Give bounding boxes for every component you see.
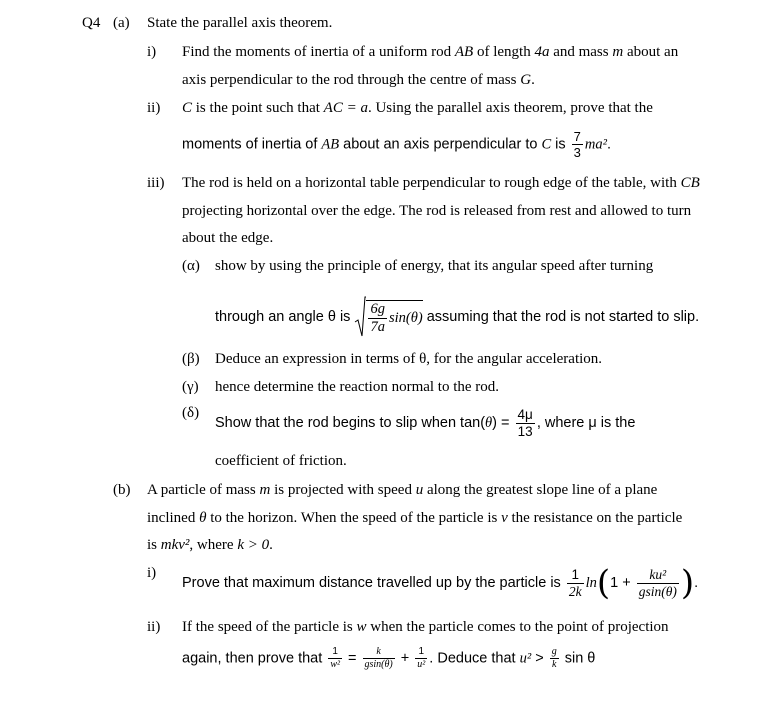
sub-i-line2: axis perpendicular to the rod through the centre of mass G. (182, 72, 535, 88)
alpha-label: (α) (182, 258, 200, 274)
part-a-label: (a) (113, 15, 130, 31)
part-b-line3: is mkv², where k > 0. (147, 537, 273, 553)
part-b-ii-label: ii) (147, 619, 161, 635)
fraction-1-w2: $\frac{1}{\text{w²}}$ (330, 646, 340, 670)
fraction-ku2-gsin: $\frac{\text{ku²}}{gsin(\theta)}$ (638, 567, 677, 599)
sqrt-sign (354, 296, 366, 338)
sub-i-label: i) (147, 44, 157, 60)
part-b-ii-line2: again, then prove that $\frac{1}{\text{w²}}$ = $\frac{k}{gsin(\theta)}$ + $\frac{1}{\text{u²}}$ . Deduce that u² > $\frac{g}{k}$ sin θ (182, 646, 596, 670)
sqrt-expression: $\frac{6g}{7a}$ sin(θ) (354, 296, 422, 338)
delta-label: (δ) (182, 405, 200, 421)
sub-iii-line2: projecting horizontal over the edge. The rod is released from rest and allowed to turn (182, 203, 692, 219)
part-b-ii-line1: If the speed of the particle is w when the particle comes to the point of projection (182, 619, 669, 635)
alpha-line1: show by using the principle of energy, that its angular speed after turning (215, 258, 654, 274)
fraction-4mu-13: $\frac{4\mu}{13}$ (517, 407, 533, 439)
beta-text: Deduce an expression in terms of θ, for the angular acceleration. (215, 351, 603, 367)
sub-ii-label: ii) (147, 100, 161, 116)
part-b-i-line: Prove that maximum distance travelled up by the particle is $\frac{1}{2k}$ ln(1 + $\frac{\text{ku²}}{gsin(\theta)}$ ). (182, 563, 699, 603)
beta-label: (β) (182, 351, 200, 367)
fraction-1-u2: $\frac{1}{\text{u²}}$ (417, 646, 426, 670)
gamma-label: (γ) (182, 379, 199, 395)
part-b-line1: A particle of mass m is projected with speed u along the greatest slope line of a plane (147, 482, 658, 498)
question-number: Q4 (82, 15, 101, 31)
fraction-k-gsin: $\frac{k}{gsin(\theta)}$ (364, 646, 393, 670)
part-b-i-label: i) (147, 565, 157, 581)
sub-iii-line1: The rod is held on a horizontal table perpendicular to rough edge of the table, with CB (182, 175, 700, 191)
sub-iii-label: iii) (147, 175, 165, 191)
fraction-7-3: $\frac{7}{3}$ (573, 129, 581, 160)
part-a-text: State the parallel axis theorem. (147, 15, 333, 31)
gamma-text: hence determine the reaction normal to the rod. (215, 379, 500, 395)
delta-line1: Show that the rod begins to slip when tan(θ) = $\frac{4\mu}{13}$ , where μ is the (215, 407, 636, 439)
delta-line2: coefficient of friction. (215, 453, 347, 469)
part-b-line2: inclined θ to the horizon. When the speed of the particle is v the resistance on the particle (147, 510, 683, 526)
sub-ii-line1: C is the point such that AC = a. Using the parallel axis theorem, prove that the (182, 100, 653, 116)
sub-i-line1: Find the moments of inertia of a uniform rod AB of length 4a and mass m about an (182, 44, 679, 60)
sub-iii-line3: about the edge. (182, 230, 274, 246)
fraction-1-2k: $\frac{1}{2k}$ (568, 567, 582, 599)
part-b-label: (b) (113, 482, 131, 498)
sub-ii-line2: moments of inertia of AB about an axis perpendicular to C is $\frac{7}{3}$ ma². (182, 129, 612, 160)
alpha-line2: through an angle θ is $\frac{6g}{7a}$ sin(θ) assuming that the rod is not started to slip. (215, 296, 699, 338)
fraction-g-k: $\frac{g}{k}$ (551, 646, 557, 670)
